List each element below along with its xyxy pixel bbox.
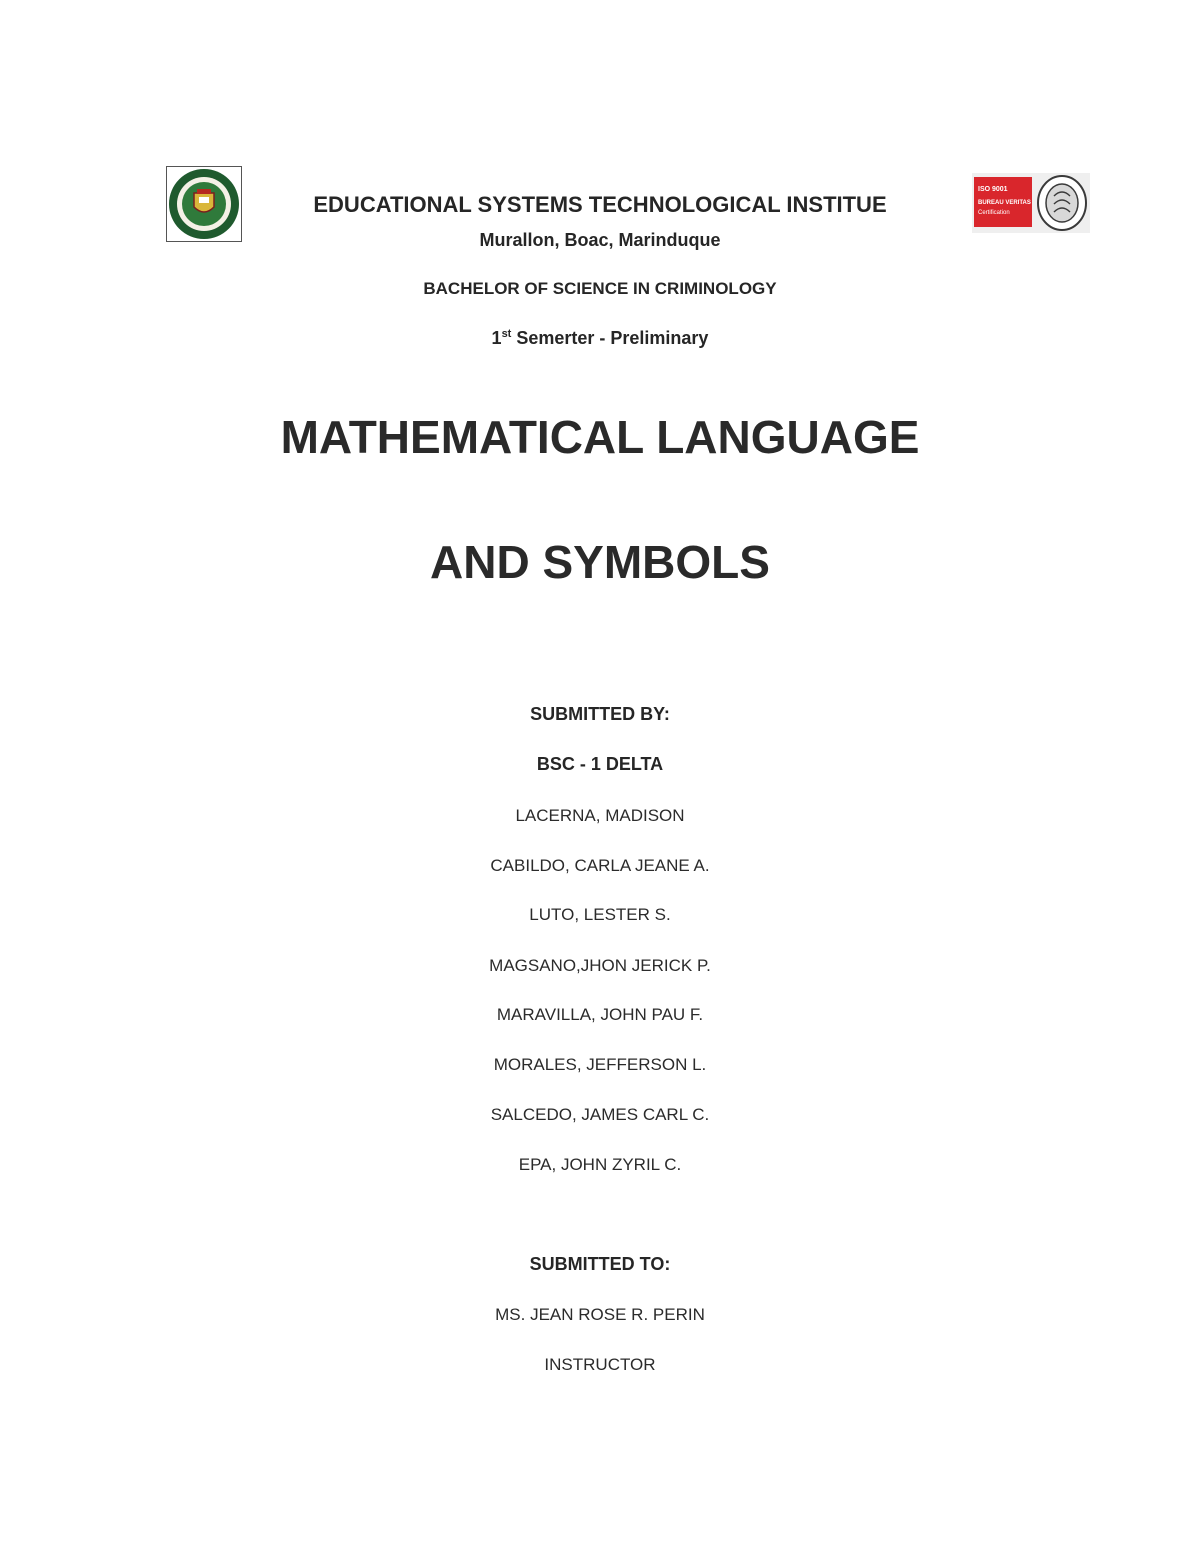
- semester-number: 1: [491, 328, 502, 348]
- semester-line: [0, 328, 1200, 349]
- institution-address: Murallon, Boac, Marinduque: [479, 230, 721, 250]
- submitted-to-heading: SUBMITTED TO:: [529, 1254, 671, 1274]
- institution-name: EDUCATIONAL SYSTEMS TECHNOLOGICAL INSTITUE: [313, 192, 887, 217]
- member-name: LACERNA, MADISON: [515, 806, 685, 825]
- member-name: MAGSANO,JHON JERICK P.: [489, 956, 711, 975]
- document-title-line-2: AND SYMBOLS: [430, 536, 770, 588]
- member-name: MORALES, JEFFERSON L.: [493, 1055, 707, 1074]
- instructor-role: INSTRUCTOR: [544, 1355, 656, 1374]
- member-name: LUTO, LESTER S.: [529, 905, 671, 924]
- document-title-line-1: MATHEMATICAL LANGUAGE: [280, 411, 920, 463]
- submitted-by-heading: SUBMITTED BY:: [530, 704, 670, 724]
- member-name: CABILDO, CARLA JEANE A.: [490, 856, 710, 875]
- svg-text:BUREAU VERITAS: BUREAU VERITAS: [978, 200, 1031, 206]
- program-name: BACHELOR OF SCIENCE IN CRIMINOLOGY: [423, 279, 777, 298]
- svg-text:Certification: Certification: [978, 210, 1010, 216]
- section-name: BSC - 1 DELTA: [536, 754, 664, 774]
- semester-text: Semerter - Preliminary: [511, 328, 709, 348]
- semester-suffix: st: [501, 328, 512, 340]
- instructor-name: MS. JEAN ROSE R. PERIN: [495, 1305, 705, 1324]
- member-name: EPA, JOHN ZYRIL C.: [518, 1155, 682, 1174]
- svg-text:ISO 9001: ISO 9001: [978, 186, 1008, 193]
- member-name: SALCEDO, JAMES CARL C.: [490, 1105, 710, 1124]
- member-name: MARAVILLA, JOHN PAU F.: [496, 1005, 704, 1024]
